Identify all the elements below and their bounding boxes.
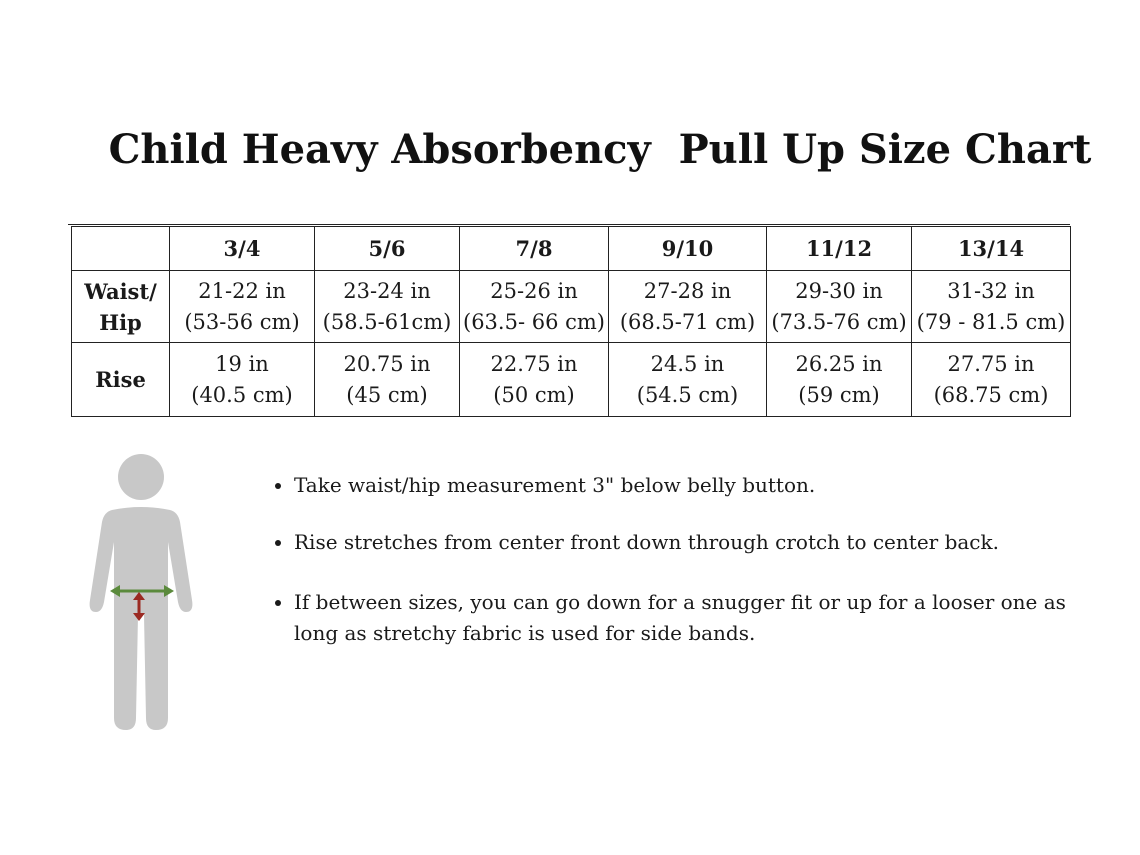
- table-cell: [609, 343, 767, 417]
- cell-cm: (59 cm): [798, 382, 880, 407]
- list-item: • If between sizes, you can go down for a snugger fit or up for a looser one as long as stretchy fabric is used for side bands.: [294, 587, 1094, 649]
- table-cell: [767, 271, 912, 343]
- row-label: [72, 343, 170, 417]
- torso-shape: [90, 507, 193, 730]
- cell-cm: (68.75 cm): [933, 382, 1049, 407]
- row-label-line: Rise: [95, 367, 146, 392]
- cell-inches: 31-32 in: [947, 278, 1035, 303]
- cell-cm: (73.5-76 cm): [771, 309, 907, 334]
- table-cell: [460, 343, 609, 417]
- cell-cm: (68.5-71 cm): [619, 309, 756, 334]
- cell-inches: 20.75 in: [343, 351, 431, 376]
- table-cell: [460, 271, 609, 343]
- cell-inches: 29-30 in: [795, 278, 883, 303]
- list-item: • Rise stretches from center front down through crotch to center back.: [294, 527, 1094, 558]
- list-item: • Take waist/hip measurement 3" below belly button.: [294, 470, 1094, 501]
- table-cell: [609, 271, 767, 343]
- table-cell: [912, 271, 1071, 343]
- header-corner: [72, 227, 170, 271]
- cell-cm: (40.5 cm): [191, 382, 293, 407]
- cell-cm: (63.5- 66 cm): [463, 309, 605, 334]
- size-header: 7/8: [460, 227, 609, 271]
- cell-inches: 19 in: [215, 351, 269, 376]
- cell-cm: (79 - 81.5 cm): [916, 309, 1066, 334]
- rise-row: [72, 343, 1071, 417]
- size-header: 5/6: [315, 227, 460, 271]
- cell-cm: (58.5-61cm): [322, 309, 452, 334]
- body-measurement-icon: [82, 450, 202, 735]
- instructions-list: [272, 470, 1094, 649]
- size-header: 9/10: [609, 227, 767, 271]
- page-title: Child Heavy Absorbency Pull Up Size Chart: [108, 126, 1092, 173]
- table-cell: [912, 343, 1071, 417]
- cell-inches: 21-22 in: [198, 278, 286, 303]
- top-divider: [68, 224, 1070, 225]
- size-chart-table: [71, 226, 1071, 417]
- table-cell: [170, 271, 315, 343]
- size-header: 11/12: [767, 227, 912, 271]
- waist-hip-row: [72, 271, 1071, 343]
- cell-inches: 22.75 in: [490, 351, 578, 376]
- row-label: [72, 271, 170, 343]
- cell-inches: 26.25 in: [795, 351, 883, 376]
- table-cell: [315, 271, 460, 343]
- cell-cm: (50 cm): [493, 382, 575, 407]
- row-label-line: Waist/: [84, 278, 157, 304]
- size-header: 3/4: [170, 227, 315, 271]
- size-header: 13/14: [912, 227, 1071, 271]
- cell-cm: (53-56 cm): [184, 309, 300, 334]
- size-header-row: [72, 227, 1071, 271]
- row-label-line: Hip: [99, 309, 142, 335]
- head-shape: [118, 454, 164, 500]
- cell-inches: 27.75 in: [947, 351, 1035, 376]
- cell-cm: (45 cm): [346, 382, 428, 407]
- cell-inches: 24.5 in: [650, 351, 725, 376]
- cell-inches: 25-26 in: [490, 278, 578, 303]
- cell-inches: 27-28 in: [643, 278, 732, 303]
- table-cell: [315, 343, 460, 417]
- table-cell: [767, 343, 912, 417]
- cell-inches: 23-24 in: [343, 278, 431, 303]
- cell-cm: (54.5 cm): [636, 382, 739, 407]
- table-cell: [170, 343, 315, 417]
